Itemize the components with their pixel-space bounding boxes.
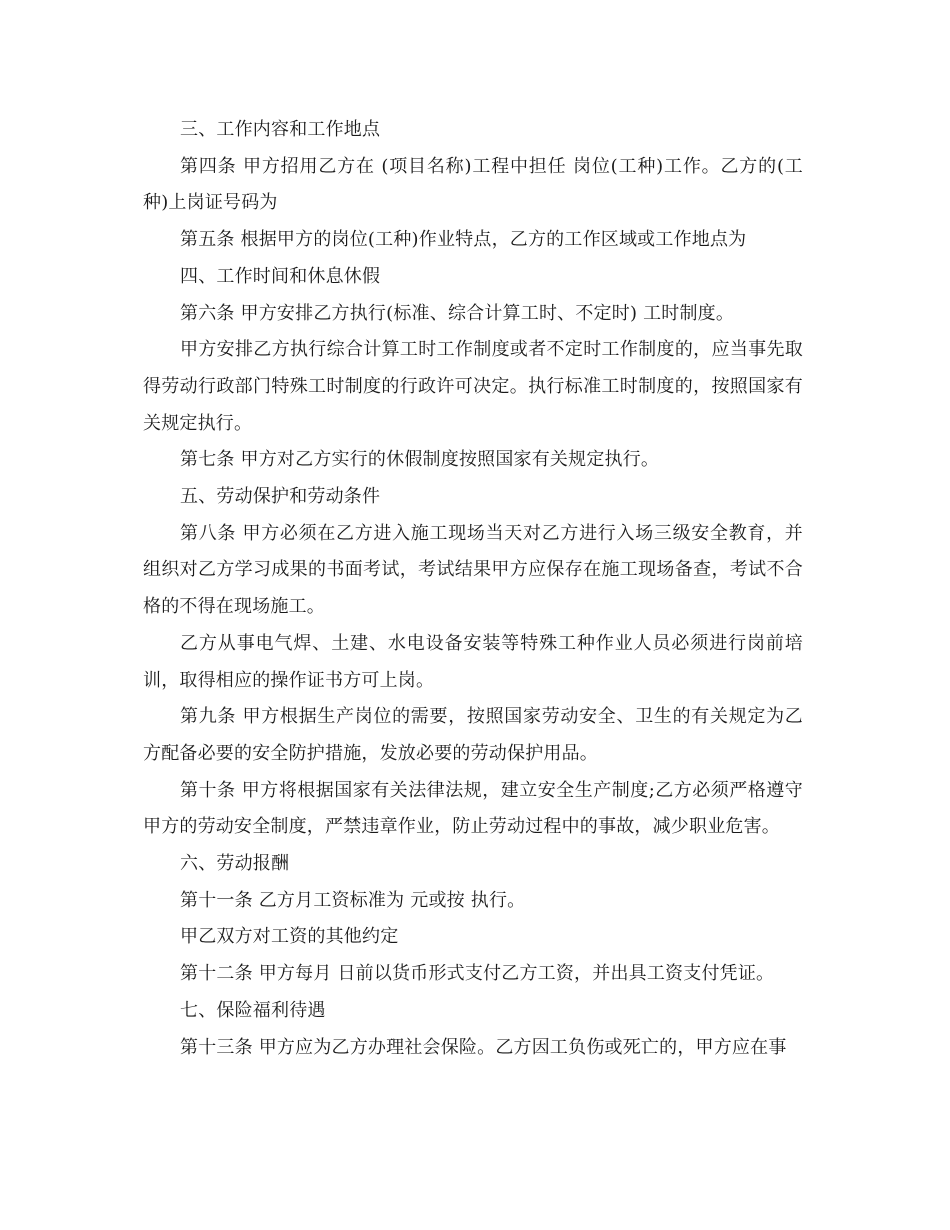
article-9: 第九条 甲方根据生产岗位的需要，按照国家劳动安全、卫生的有关规定为乙方配备必要的安全防护措施，发放必要的劳动保护用品。	[143, 706, 803, 764]
article-6-detail: 甲方安排乙方执行综合计算工时工作制度或者不定时工作制度的，应当事先取得劳动行政部门特殊工时制度的行政许可决定。执行标准工时制度的，按照国家有关规定执行。	[143, 339, 803, 434]
article-7: 第七条 甲方对乙方实行的休假制度按照国家有关规定执行。	[180, 449, 660, 471]
article-8-detail: 乙方从事电气焊、土建、水电设备安装等特殊工种作业人员必须进行岗前培训，取得相应的操作证书方可上岗。	[143, 632, 803, 691]
section-heading-5: 五、劳动保护和劳动条件	[180, 486, 381, 508]
article-11-detail: 甲乙双方对工资的其他约定	[180, 926, 399, 948]
section-heading-7: 七、保险福利待遇	[180, 999, 326, 1021]
document-body	[143, 112, 803, 1066]
article-10: 第十条 甲方将根据国家有关法律法规，建立安全生产制度;乙方必须严格遵守甲方的劳动安全制度，严禁违章作业，防止劳动过程中的事故，减少职业危害。	[143, 779, 803, 838]
article-5: 第五条 根据甲方的岗位(工种)作业特点，乙方的工作区域或工作地点为	[180, 229, 747, 251]
section-heading-3: 三、工作内容和工作地点	[180, 119, 381, 140]
section-heading-4: 四、工作时间和休息休假	[180, 265, 381, 287]
article-11: 第十一条 乙方月工资标准为 元或按 执行。	[180, 889, 526, 911]
article-13: 第十三条 甲方应为乙方办理社会保险。乙方因工负伤或死亡的，甲方应在事	[180, 1036, 787, 1058]
article-8: 第八条 甲方必须在乙方进入施工现场当天对乙方进行入场三级安全教育，并组织对乙方学习成果的书面考试，考试结果甲方应保存在施工现场备查，考试不合格的不得在现场施工。	[143, 522, 803, 618]
article-12: 第十二条 甲方每月 日前以货币形式支付乙方工资，并出具工资支付凭证。	[180, 963, 775, 985]
article-6: 第六条 甲方安排乙方执行(标准、综合计算工时、不定时) 工时制度。	[180, 302, 735, 324]
section-heading-6: 六、劳动报酬	[180, 853, 290, 875]
article-4: 第四条 甲方招用乙方在 (项目名称)工程中担任 岗位(工种)工作。乙方的(工种)上岗证号码为	[143, 155, 803, 214]
